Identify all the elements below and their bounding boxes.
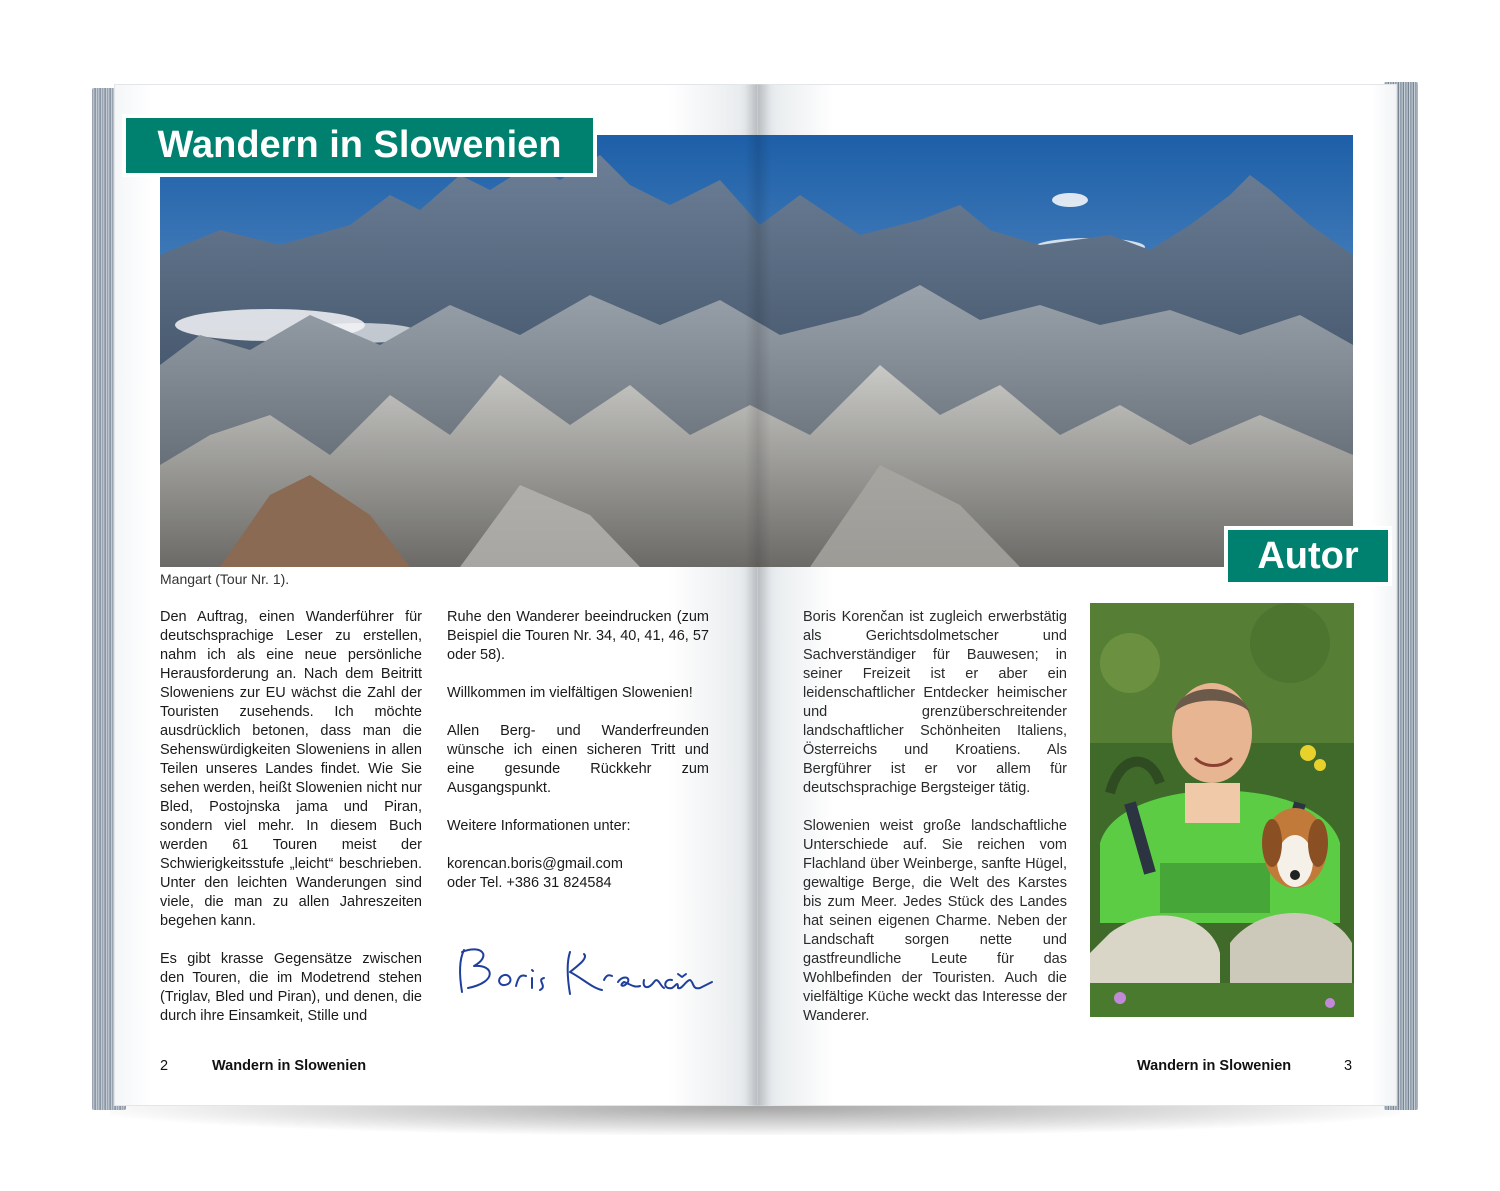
page-number-left: 2 <box>160 1058 169 1074</box>
author-portrait-photo <box>1090 603 1354 1017</box>
paragraph: Boris Korenčan ist zugleich erwerbstätig als Gerichtsdolmetscher und Sachverständiger für Bauwesen; in seiner Freizeit ist er aber ein leidenschaftlicher Entdecker heimischer und grenzüberschreitender landschaftlicher Schönheiten Italiens, Österreichs und Kroatiens. Als Bergführer ist er vor allem für deutschsprachige Bergsteiger tätig. <box>803 609 1067 796</box>
author-signature <box>452 942 717 1007</box>
page-number-right: 3 <box>1344 1058 1353 1074</box>
author-bio-column <box>803 608 1067 1045</box>
paragraph: Weitere Informationen unter: <box>447 818 631 834</box>
paragraph: Allen Berg- und Wanderfreunden wünsche ich einen sicheren Tritt und eine gesunde Rückkehr zum Ausgangspunkt. <box>447 723 709 796</box>
paragraph: Slowenien weist große landschaftliche Unterschiede auf. Sie reichen vom Flachland über Weinberge, sanfte Hügel, gewaltige Berge, die Welt des Karstes bis zum Meer. Jedes Stück des Landes hat seinen eigenen Charme. Neben der Landschaft sorgen nette und gastfreundliche Leute für das Wohlbefinden der Touristen. Auch die vielfältige Küche weckt das Interesse der Wanderer. <box>803 818 1067 1024</box>
chapter-title-banner: Wandern in Slowenien <box>126 118 593 173</box>
paragraph: Willkommen im vielfältigen Slowenien! <box>447 685 693 701</box>
left-column-1 <box>160 608 422 1045</box>
author-section-banner: Autor <box>1228 530 1388 582</box>
running-title-left: Wandern in Slowenien <box>212 1058 367 1074</box>
paragraph: Es gibt krasse Gegensätze zwischen den Touren, die im Modetrend stehen (Triglav, Bled und Piran), und denen, die durch ihre Einsamkeit, Stille und <box>160 951 422 1024</box>
book-spine-shadow <box>745 84 771 1106</box>
paragraph: Ruhe den Wanderer beeindrucken (zum Beispiel die Touren Nr. 34, 40, 41, 46, 57 oder 58). <box>447 609 709 663</box>
running-title-right: Wandern in Slowenien <box>1137 1058 1292 1074</box>
contact-email: korencan.boris@gmail.com <box>447 856 623 872</box>
photo-caption: Mangart (Tour Nr. 1). <box>160 571 290 587</box>
left-column-2 <box>447 608 709 893</box>
paragraph: Den Auftrag, einen Wanderführer für deutschsprachige Leser zu erstellen, nahm ich als eine neue persönliche Herausforderung an. Nach dem Beitritt Sloweniens zur EU wächst die Zahl der Touristen zusehends. Ich möchte ausdrücklich betonen, dass man die Sehenswürdigkeiten Sloweniens in allen Teilen unseres Landes findet. Wie Sie sehen werden, heißt Slowenien nicht nur Bled, Postojnska jama und Piran, sondern viel mehr. In diesem Buch werden 61 Touren meist der Schwierigkeitsstufe „leicht“ beschrieben. Unter den leichten Wanderungen sind viele, die man zu allen Jahreszeiten begehen kann. <box>160 609 422 929</box>
contact-phone: oder Tel. +386 31 824584 <box>447 875 612 891</box>
